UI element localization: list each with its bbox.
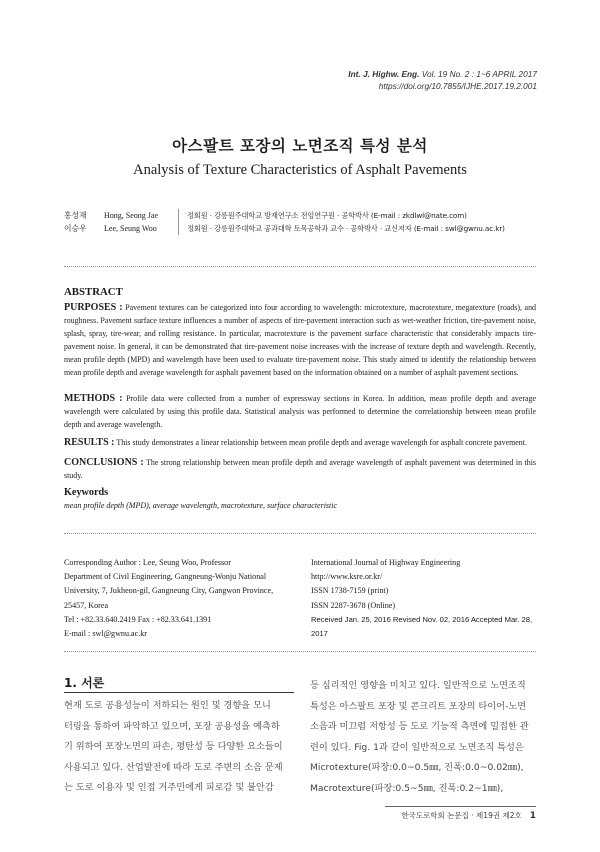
body-column-right	[310, 676, 536, 799]
abstract-methods	[64, 393, 536, 432]
author-name-ko: 이승우	[64, 224, 87, 233]
abstract-heading: ABSTRACT	[64, 286, 123, 298]
journal-info-block	[311, 556, 541, 641]
body-line: 사용되고 있다. 산업발전에 따라 도로 주변의 소음 문제	[64, 761, 283, 773]
corr-line: Department of Civil Engineering, Gangneung-Wonju National	[64, 572, 267, 582]
corr-line: Corresponding Author : Lee, Seung Woo, Professor	[64, 558, 231, 567]
abstract-results	[64, 437, 536, 450]
author-name-en: Lee, Seung Woo	[104, 224, 157, 233]
page-footer	[401, 810, 536, 821]
author-divider	[178, 209, 179, 222]
purposes-text: Pavement textures can be categorized into four according to wavelength: microtexture, macrotexture, megatexture (roads), and roughness. Pavement surface texture influences a number of aspects of tire-pavement interaction such as wet-weather friction, tire-pavement noise, splash, spray, tire-wear, and rolling resistance. In particular, macrotexture is the pavement surface characteristic that considerably impacts tire-pavement noise. In general, it can be demonstrated that tire-pavement noise increases with the increase of texture depth and wavelength. Recently, mean profile depth (MPD) and wavelength have been used to evaluate tire-pavement noise. This study aimed to identify the relationship between mean profile depth and average wavelength for asphalt pavement based on the information obtained on a number of asphalt pavement sections.	[64, 303, 537, 377]
body-line: 터링을 통하여 파악하고 있으며, 포장 공용성을 예측하	[64, 720, 280, 732]
issn-online: ISSN 2287-3678 (Online)	[311, 600, 396, 610]
body-line: 소음과 미끄럼 저항성 등 도로 기능적 측면에 밀접한 관	[310, 721, 529, 732]
body-line: 기 위하여 포장노면의 파손, 평탄성 등 다양한 요소들이	[64, 741, 283, 752]
author-block	[64, 209, 544, 235]
journal-name: International Journal of Highway Engineering	[311, 558, 461, 567]
corr-line: 25457, Korea	[64, 600, 109, 610]
author-row	[64, 222, 544, 235]
abstract-purposes	[64, 302, 536, 379]
results-label: RESULTS :	[64, 437, 115, 448]
keywords-heading: Keywords	[64, 487, 109, 498]
corr-line: Tel : +82.33.640.2419 Fax : +82.33.641.1391	[64, 614, 212, 624]
footer-journal: 한국도로학회 논문집 · 제19권 제2호	[401, 811, 522, 820]
section-rule	[64, 692, 294, 693]
conclusions-label: CONCLUSIONS :	[64, 457, 144, 468]
body-line: 는 도로 이용자 및 인접 거주민에게 피로감 및 불안감	[64, 782, 274, 793]
title-korean: 아스팔트 포장의 노면조직 특성 분석	[172, 137, 428, 155]
corr-email: E-mail : swl@gwnu.ac.kr	[64, 629, 147, 639]
journal-abbrev: Int. J. Highw. Eng.	[348, 69, 420, 79]
body-line: 현재 도로 공용성능이 저하되는 원인 및 경향을 모니	[64, 700, 271, 711]
author-affiliation: 정회원 · 강릉원주대학교 공과대학 토목공학과 교수 · 공학박사 · 교신저자 (E-mail : swl@gwnu.ac.kr)	[187, 224, 505, 233]
author-row	[64, 209, 544, 222]
body-line: 등 심리적인 영향을 미치고 있다. 일반적으로 노면조직	[310, 680, 526, 691]
footer-rule	[385, 806, 536, 807]
keywords-text: mean profile depth (MPD), average wavelength, macrotexture, surface characteristic	[64, 501, 338, 510]
methods-label: METHODS :	[64, 393, 123, 404]
author-affiliation: 정회원 · 강릉원주대학교 방재연구소 전임연구원 · 공학박사 (E-mail : zkdlwl@nate.com)	[187, 211, 467, 220]
author-name-en: Hong, Seong Jae	[104, 211, 158, 220]
body-line: Macrotexture(파장:0.5~5㎜, 진폭:0.2~1㎜),	[310, 782, 504, 794]
dotted-divider	[64, 651, 536, 652]
page-number: 1	[529, 811, 536, 821]
author-name-ko: 홍성재	[64, 211, 87, 220]
conclusions-text: The strong relationship between mean profile depth and average wavelength of asphalt pavement was determined in this study.	[64, 458, 536, 480]
body-line: Microtexture(파장:0.0~0.5㎜, 진폭:0.0~0.02㎜),	[310, 762, 524, 773]
dotted-divider	[64, 266, 536, 267]
volume-info: Vol. 19 No. 2 : 1~6 APRIL 2017	[421, 69, 537, 79]
author-divider	[178, 222, 179, 235]
section-heading: 1. 서론	[64, 676, 105, 690]
corr-line: University, 7, Jukheon-gil, Gangneung City, Gangwon Province,	[64, 586, 274, 596]
title-english: Analysis of Texture Characteristics of Asphalt Pavements	[133, 162, 467, 178]
doi-link[interactable]: https://doi.org/10.7855/IJHE.2017.19.2.001	[378, 81, 537, 91]
body-column-left	[64, 696, 294, 799]
body-line: 특성은 아스팔트 포장 및 콘크리트 포장의 타이어-노면	[310, 700, 527, 712]
journal-url[interactable]: http://www.ksre.or.kr/	[311, 572, 383, 582]
purposes-label: PURPOSES :	[64, 302, 123, 313]
dotted-divider	[64, 533, 536, 534]
methods-text: Profile data were collected from a number of expressway sections in Korea. In addition, mean profile depth and average wavelength were calculated by using this profile data. Statistical analysis was performed to determine the correlationship between mean profile depth and average wavelength.	[64, 394, 537, 429]
results-text: This study demonstrates a linear relationship between mean profile depth and average wavelength for asphalt concrete pavement.	[116, 438, 527, 447]
article-dates: Received Jan. 25, 2016 Revised Nov. 02, 2016 Accepted Mar. 28, 2017	[311, 614, 533, 639]
issn-print: ISSN 1738-7159 (print)	[311, 586, 389, 596]
abstract-conclusions	[64, 457, 536, 483]
body-line: 련이 있다. Fig. 1과 같이 일반적으로 노면조직 특성은	[310, 741, 524, 753]
corresponding-author-block	[64, 556, 286, 641]
running-header	[348, 68, 537, 92]
